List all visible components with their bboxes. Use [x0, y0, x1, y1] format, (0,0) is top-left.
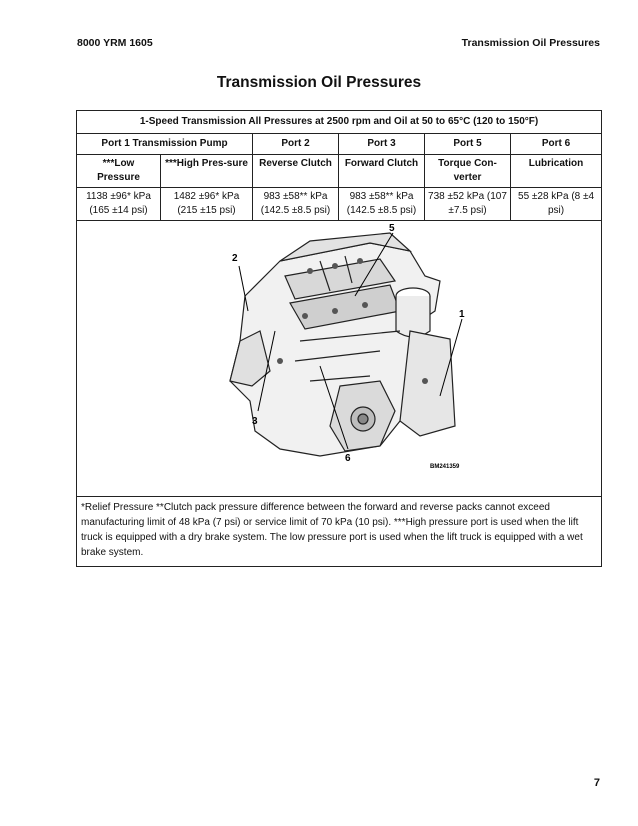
function-high-pressure: ***High Pres-sure	[161, 155, 253, 188]
header-section-title: Transmission Oil Pressures	[461, 37, 600, 49]
function-reverse-clutch: Reverse Clutch	[253, 155, 339, 188]
value-high-pressure: 1482 ±96* kPa (215 ±15 psi)	[161, 188, 253, 221]
value-reverse-clutch: 983 ±58** kPa (142.5 ±8.5 psi)	[253, 188, 339, 221]
transmission-illustration	[80, 221, 599, 491]
callout-1: 1	[458, 309, 465, 320]
page-number: 7	[593, 777, 600, 789]
value-forward-clutch: 983 ±58** kPa (142.5 ±8.5 psi)	[339, 188, 425, 221]
callout-5: 5	[388, 223, 395, 234]
function-low-pressure: ***Low Pressure	[77, 155, 161, 188]
header-doc-number: 8000 YRM 1605	[77, 37, 153, 49]
value-lubrication: 55 ±28 kPa (8 ±4 psi)	[511, 188, 602, 221]
callout-6: 6	[344, 453, 351, 464]
pressure-table-wrapper	[76, 110, 601, 567]
value-low-pressure: 1138 ±96* kPa (165 ±14 psi)	[77, 188, 161, 221]
port-header-3: Port 3	[339, 134, 425, 155]
port-header-5: Port 5	[425, 134, 511, 155]
function-lubrication: Lubrication	[511, 155, 602, 188]
callout-2: 2	[231, 253, 238, 264]
port-header-2: Port 2	[253, 134, 339, 155]
callout-3: 3	[251, 416, 258, 427]
value-torque-converter: 738 ±52 kPa (107 ±7.5 psi)	[425, 188, 511, 221]
table-footnote: *Relief Pressure **Clutch pack pressure difference between the forward and reverse packs cannot exceed manufacturing limit of 48 kPa (7 psi) or service limit of 70 kPa (10 psi). ***High pressure port is used when the lift truck is equipped with a dry brake system. The low pressure port is used when the lift truck is equipped with a wet brake system.	[77, 497, 602, 567]
figure-cell	[77, 221, 602, 497]
page-title: Transmission Oil Pressures	[216, 74, 422, 91]
figure-code: BM241359	[429, 464, 459, 470]
function-torque-converter: Torque Con-verter	[425, 155, 511, 188]
table-caption: 1-Speed Transmission All Pressures at 2500 rpm and Oil at 50 to 65°C (120 to 150°F)	[77, 111, 602, 134]
port-header-1: Port 1 Transmission Pump	[77, 134, 253, 155]
function-forward-clutch: Forward Clutch	[339, 155, 425, 188]
port-header-6: Port 6	[511, 134, 602, 155]
pressure-table	[76, 110, 602, 567]
